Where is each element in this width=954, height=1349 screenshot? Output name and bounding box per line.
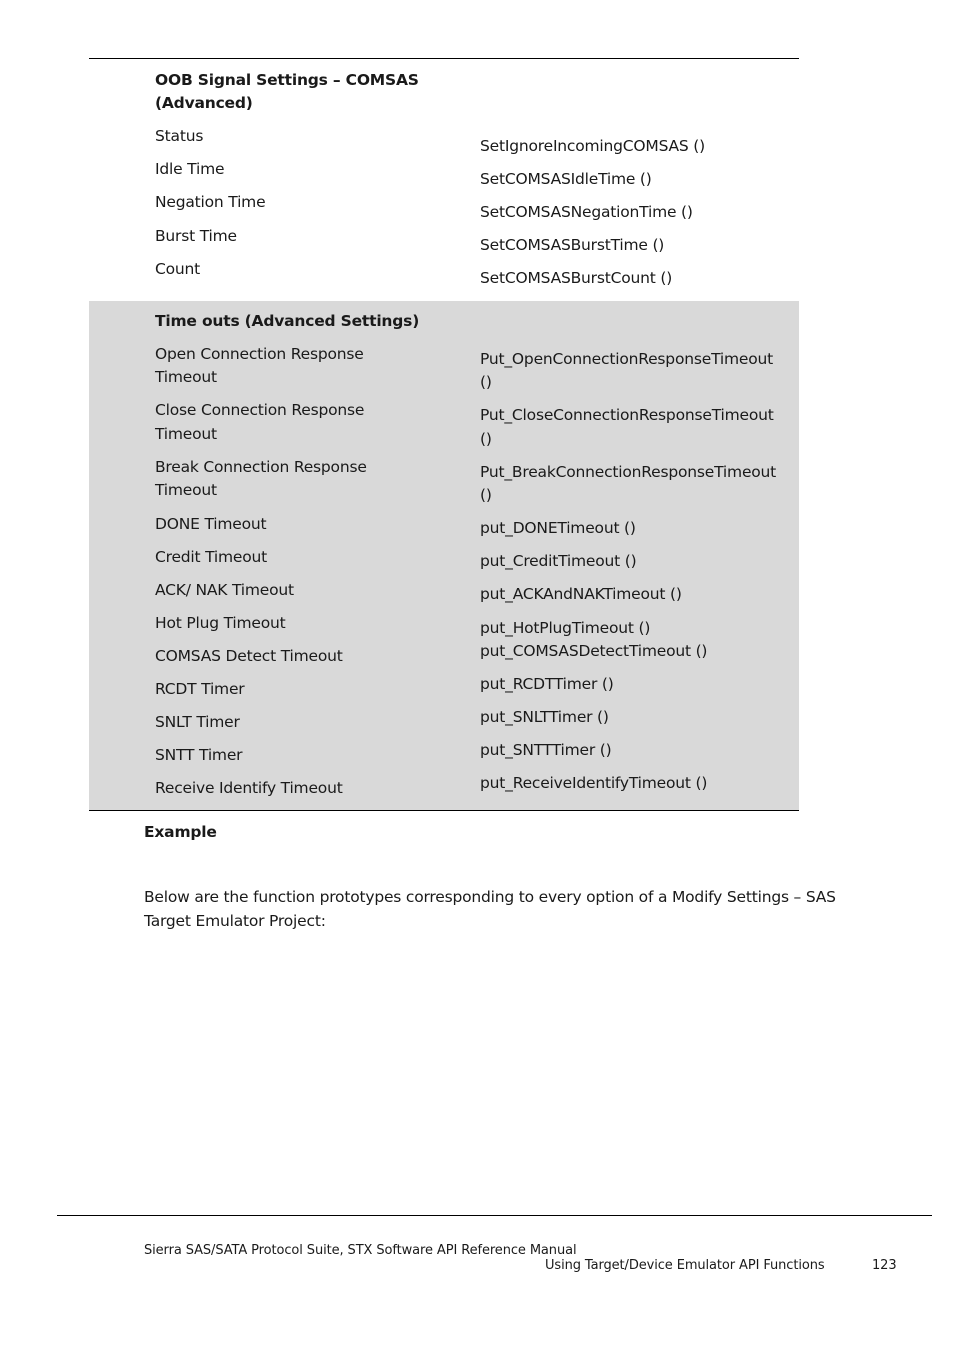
oob-func-burst-time: SetCOMSASBurstTime () — [480, 236, 665, 254]
footer-chapter: Using Target/Device Emulator API Functions — [545, 1258, 825, 1273]
timeouts-func-ack-nak: put_ACKAndNAKTimeout () — [480, 585, 682, 603]
timeouts-label-credit: Credit Timeout — [155, 548, 268, 566]
timeouts-func-comsas-detect: put_COMSASDetectTimeout () — [480, 642, 708, 660]
timeouts-label-close-line2: Timeout — [155, 425, 217, 443]
timeouts-label-open-line1: Open Connection Response — [155, 345, 364, 363]
timeouts-func-close-line2: () — [480, 430, 492, 448]
example-heading: Example — [144, 823, 217, 841]
timeouts-func-hot-plug: put_HotPlugTimeout () — [480, 619, 651, 637]
timeouts-label-break-line2: Timeout — [155, 481, 217, 499]
footer-manual-title: Sierra SAS/SATA Protocol Suite, STX Software API Reference Manual — [144, 1243, 577, 1258]
oob-label-negation-time: Negation Time — [155, 193, 266, 211]
oob-label-idle-time: Idle Time — [155, 160, 225, 178]
oob-func-status: SetIgnoreIncomingCOMSAS () — [480, 137, 705, 155]
timeouts-func-break-line1: Put_BreakConnectionResponseTimeout — [480, 463, 777, 481]
timeouts-func-break-line2: () — [480, 486, 492, 504]
oob-func-idle-time: SetCOMSASIdleTime () — [480, 170, 652, 188]
oob-label-status: Status — [155, 127, 204, 145]
oob-heading-line1: OOB Signal Settings – COMSAS — [155, 71, 419, 89]
footer-page-number: 123 — [872, 1258, 897, 1273]
timeouts-label-snlt: SNLT Timer — [155, 713, 240, 731]
example-body-line2: Target Emulator Project: — [144, 912, 326, 930]
timeouts-label-comsas-detect: COMSAS Detect Timeout — [155, 647, 343, 665]
timeouts-func-credit: put_CreditTimeout () — [480, 552, 637, 570]
timeouts-label-rcdt: RCDT Timer — [155, 680, 245, 698]
timeouts-heading: Time outs (Advanced Settings) — [155, 312, 420, 330]
example-body-line1: Below are the function prototypes corresponding to every option of a Modify Settings – SAS — [144, 888, 836, 906]
oob-label-count: Count — [155, 260, 201, 278]
timeouts-label-receive-identify: Receive Identify Timeout — [155, 779, 343, 797]
oob-func-negation-time: SetCOMSASNegationTime () — [480, 203, 693, 221]
timeouts-label-sntt: SNTT Timer — [155, 746, 243, 764]
timeouts-func-sntt: put_SNTTTimer () — [480, 741, 612, 759]
timeouts-func-open-line1: Put_OpenConnectionResponseTimeout — [480, 350, 773, 368]
timeouts-label-close-line1: Close Connection Response — [155, 401, 365, 419]
timeouts-label-ack-nak: ACK/ NAK Timeout — [155, 581, 294, 599]
oob-heading-line2: (Advanced) — [155, 94, 253, 112]
oob-func-count: SetCOMSASBurstCount () — [480, 269, 673, 287]
timeouts-func-rcdt: put_RCDTTimer () — [480, 675, 614, 693]
oob-label-burst-time: Burst Time — [155, 227, 237, 245]
timeouts-func-receive-identify: put_ReceiveIdentifyTimeout () — [480, 774, 708, 792]
table-top-rule — [89, 58, 799, 59]
timeouts-label-done: DONE Timeout — [155, 515, 267, 533]
timeouts-label-open-line2: Timeout — [155, 368, 217, 386]
timeouts-func-snlt: put_SNLTTimer () — [480, 708, 609, 726]
timeouts-func-open-line2: () — [480, 373, 492, 391]
table-bottom-rule — [89, 810, 799, 811]
timeouts-func-close-line1: Put_CloseConnectionResponseTimeout — [480, 406, 774, 424]
timeouts-label-hot-plug: Hot Plug Timeout — [155, 614, 286, 632]
timeouts-func-done: put_DONETimeout () — [480, 519, 636, 537]
timeouts-label-break-line1: Break Connection Response — [155, 458, 367, 476]
footer-rule — [57, 1215, 932, 1216]
